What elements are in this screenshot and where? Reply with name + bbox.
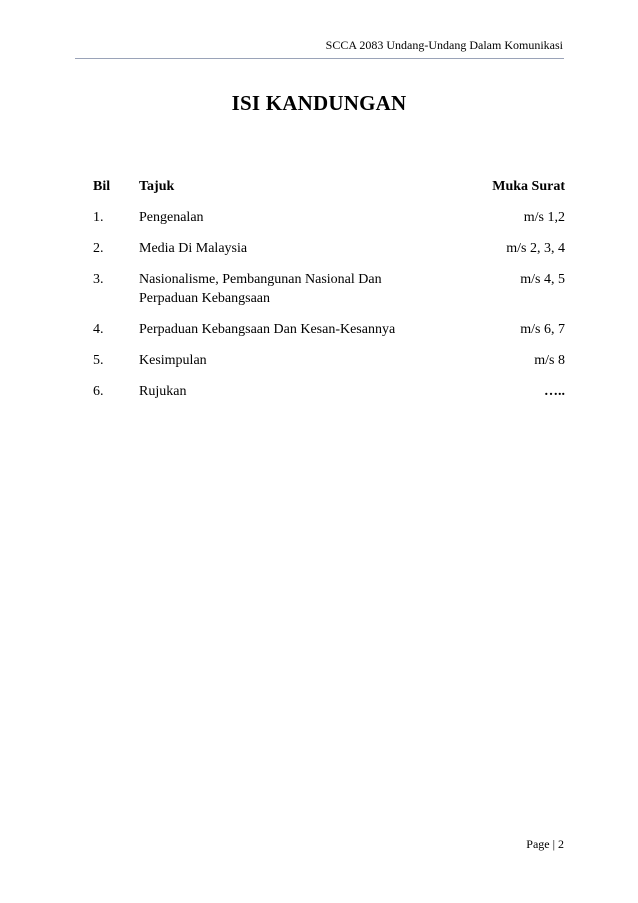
row-title: Rujukan bbox=[139, 384, 187, 399]
table-of-contents bbox=[93, 177, 565, 413]
header-divider bbox=[75, 58, 564, 59]
row-page: m/s 6, 7 bbox=[520, 322, 565, 337]
row-title: Perpaduan Kebangsaan Dan Kesan-Kesannya bbox=[139, 322, 396, 337]
row-number: 5. bbox=[93, 353, 104, 368]
row-number: 3. bbox=[93, 272, 104, 287]
row-page: m/s 8 bbox=[534, 353, 565, 368]
toc-row bbox=[93, 382, 565, 401]
column-header-tajuk: Tajuk bbox=[139, 179, 175, 194]
row-title: Kesimpulan bbox=[139, 353, 207, 368]
row-page: m/s 4, 5 bbox=[520, 272, 565, 287]
row-title: Nasionalisme, Pembangunan Nasional Dan Perpaduan Kebangsaan bbox=[139, 272, 382, 306]
row-number: 2. bbox=[93, 241, 104, 256]
row-page: ….. bbox=[544, 384, 565, 399]
row-number: 1. bbox=[93, 210, 104, 225]
toc-row bbox=[93, 270, 565, 308]
row-number: 6. bbox=[93, 384, 104, 399]
toc-header-row bbox=[93, 177, 565, 208]
toc-row bbox=[93, 239, 565, 258]
running-header: SCCA 2083 Undang-Undang Dalam Komunikasi bbox=[325, 38, 563, 52]
toc-row bbox=[93, 351, 565, 370]
row-title: Pengenalan bbox=[139, 210, 204, 225]
row-number: 4. bbox=[93, 322, 104, 337]
row-title: Media Di Malaysia bbox=[139, 241, 248, 256]
toc-row bbox=[93, 320, 565, 339]
row-page: m/s 2, 3, 4 bbox=[506, 241, 565, 256]
column-header-bil: Bil bbox=[93, 179, 111, 194]
page-number: Page | 2 bbox=[526, 837, 564, 851]
column-header-muka-surat: Muka Surat bbox=[492, 179, 565, 194]
page-title: ISI KANDUNGAN bbox=[231, 91, 407, 115]
toc-row bbox=[93, 208, 565, 227]
row-page: m/s 1,2 bbox=[523, 210, 565, 225]
